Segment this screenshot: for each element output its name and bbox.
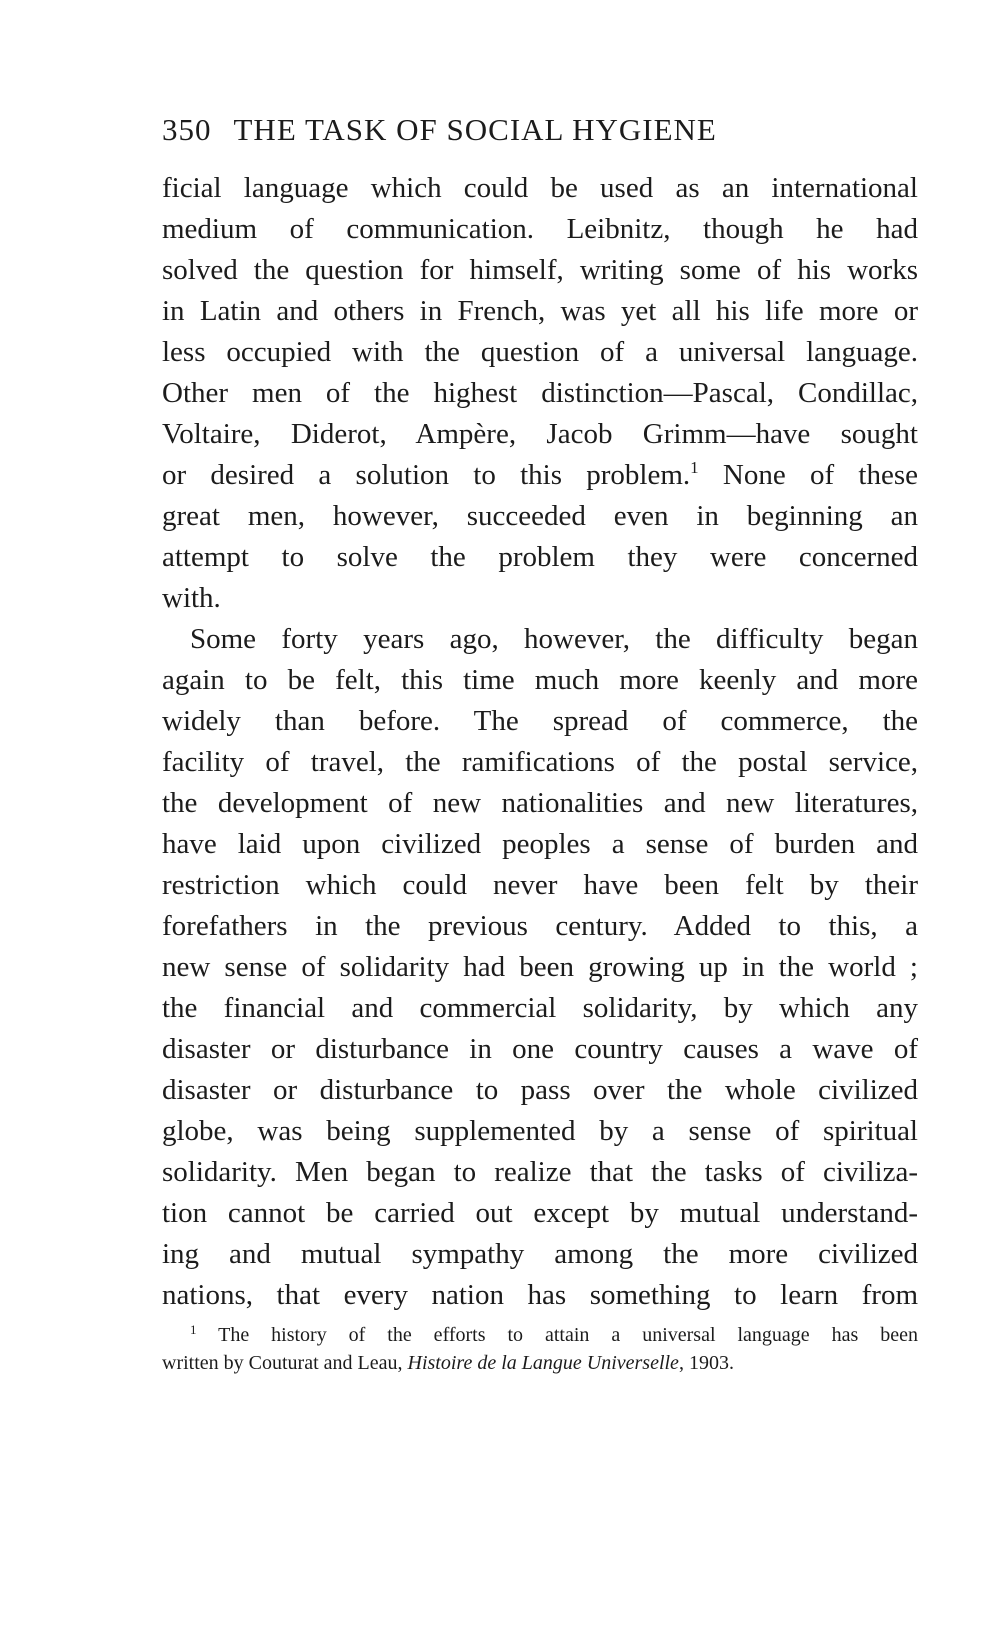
footnote-text: The history of the efforts to attain a universal language has been [218,1324,919,1346]
text-line: Other men of the highest distinction—Pascal, Condillac, [162,377,918,409]
text-line: again to be felt, this time much more keenly and more [162,664,918,696]
footnote-reference: 1 [690,458,699,477]
footnote-text: written by Couturat and Leau, [162,1352,408,1374]
text-line: attempt to solve the problem they were concerned [162,541,918,573]
text-line: solidarity. Men began to realize that the tasks of civiliza- [162,1156,918,1188]
text-segment: or desired a solution to this problem. [162,459,691,491]
text-line: new sense of solidarity had been growing up in the world ; [162,951,918,983]
body-text [162,168,918,1316]
text-line: globe, was being supplemented by a sense of spiritual [162,1115,918,1147]
text-line: disaster or disturbance in one country causes a wave of [162,1033,918,1065]
text-line: with. [162,582,221,614]
text-line: have laid upon civilized peoples a sense of burden and [162,828,918,860]
text-line: disaster or disturbance to pass over the whole civilized [162,1074,918,1106]
paragraph-1 [162,168,918,619]
text-line: the development of new nationalities and new literatures, [162,787,918,819]
text-line: restriction which could never have been felt by their [162,869,918,901]
footnote-marker: 1 [190,1322,197,1337]
text-line: less occupied with the question of a universal language. [162,336,918,368]
text-line: Some forty years ago, however, the difficulty began [190,623,918,655]
text-line: solved the question for himself, writing some of his works [162,254,918,286]
text-line: forefathers in the previous century. Added to this, a [162,910,918,942]
running-title: THE TASK OF SOCIAL HYGIENE [233,112,717,147]
text-line: the financial and commercial solidarity, by which any [162,992,918,1024]
running-header [162,112,922,148]
footnote-line [162,1349,918,1377]
page-number: 350 [162,112,212,147]
paragraph-2 [162,619,918,1316]
text-line: facility of travel, the ramifications of the postal service, [162,746,918,778]
text-line: medium of communication. Leibnitz, though he had [162,213,918,245]
text-line: in Latin and others in French, was yet all his life more or [162,295,918,327]
text-line: great men, however, succeeded even in beginning an [162,500,918,532]
text-line: ficial language which could be used as an international [162,172,918,204]
cited-book-title: Histoire de la Langue Universelle [407,1352,679,1374]
text-line: tion cannot be carried out except by mutual understand- [162,1197,918,1229]
footnote-line [162,1321,918,1349]
text-line-with-footnote-ref [162,455,918,496]
text-line: ing and mutual sympathy among the more civilized [162,1238,918,1270]
text-line: nations, that every nation has something to learn from [162,1279,918,1311]
text-segment: None of these [698,459,918,491]
footnote-text: , 1903. [678,1352,734,1374]
text-line: Voltaire, Diderot, Ampère, Jacob Grimm—have sought [162,418,918,450]
footnote [162,1321,918,1377]
text-line: widely than before. The spread of commerce, the [162,705,918,737]
